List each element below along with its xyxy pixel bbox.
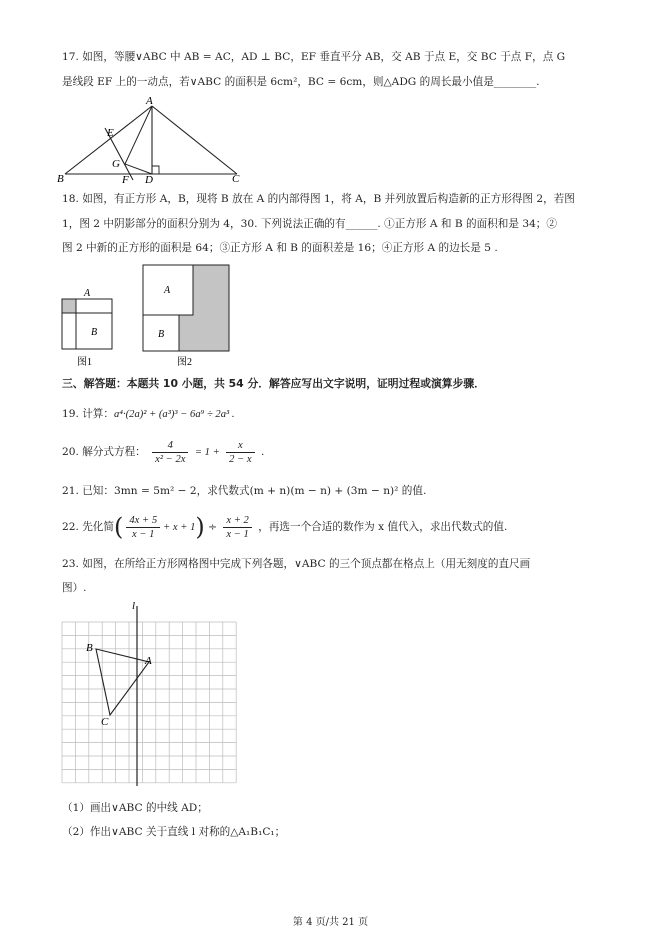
q21: 21. 已知：3mn = 5m² − 2，求代数式(m + n)(m − n) + (3m − n)² 的值.	[62, 485, 427, 497]
q20-rhs-den: 2 − x	[229, 453, 252, 465]
label-A: A	[146, 95, 153, 107]
label-l: l	[132, 600, 136, 612]
label-G: G	[112, 158, 120, 170]
q23-label-A: A	[145, 655, 152, 667]
q20-end: .	[260, 446, 265, 458]
fig2-label-A: A	[164, 285, 171, 296]
q20	[62, 438, 264, 467]
q17-line2: 是线段 EF 上的一动点，若∨ABC 的面积是 6cm²，BC = 6cm，则△ADG 的周长最小值是________.	[62, 76, 540, 88]
q23-line2: 图）.	[62, 582, 87, 594]
triangle-ABC	[96, 649, 149, 715]
section-3-title: 三、解答题：本题共 10 小题，共 54 分．解答应写出文字说明，证明过程或演算步骤．	[62, 377, 485, 390]
q23-sub1: （1）画出∨ABC 的中线 AD；	[62, 802, 208, 814]
q23-label-B: B	[86, 642, 93, 654]
q22-f2-num: x + 2	[223, 514, 251, 528]
q18-line1: 18. 如图，有正方形 A，B，现将 B 放在 A 的内部得图 1，将 A，B 并列放置后构造新的正方形得图 2，若图	[62, 193, 575, 205]
fig2-label-B: B	[158, 329, 165, 340]
q20-lhs-den: x² − 2x	[155, 453, 186, 465]
q22-suffix: ，再选一个合适的数作为 x 值代入，求出代数式的值.	[258, 521, 508, 533]
fig1-label-B: B	[91, 327, 98, 338]
fig1-caption: 图1	[77, 357, 92, 368]
q23-label-C: C	[101, 716, 109, 728]
label-B: B	[57, 173, 64, 184]
q22-prefix: 22. 先化简	[62, 521, 114, 533]
q22-plus: + x + 1	[163, 522, 196, 533]
q22-div: ÷	[208, 521, 218, 533]
q23-line1: 23. 如图，在所给正方形网格图中完成下列各题，∨ABC 的三个顶点都在格点上（用无刻度的直尺画	[62, 558, 531, 570]
q19-expr: a⁴·(2a)² + (a³)³ − 6a⁹ ÷ 2a³ .	[114, 409, 235, 420]
label-C: C	[232, 173, 240, 184]
label-D: D	[145, 174, 153, 184]
q19	[62, 407, 235, 422]
fig1-label-A: A	[84, 288, 91, 299]
q18-line2: 1，图 2 中阴影部分的面积分别为 4，30. 下列说法正确的有______. ①正方形 A 和 B 的面积和是 34；②	[62, 218, 557, 230]
q23-sub2: （2）作出∨ABC 关于直线 l 对称的△A₁B₁C₁；	[62, 826, 286, 838]
q22-f2-den: x − 1	[226, 528, 249, 540]
q17-figure	[55, 92, 255, 184]
label-E: E	[107, 127, 114, 139]
q20-rhs-num: x	[226, 439, 254, 453]
page-footer: 第 4 页/共 21 页	[292, 917, 369, 928]
q17-line1: 17. 如图，等腰∨ABC 中 AB = AC，AD ⊥ BC，EF 垂直平分 AB，交 AB 于点 E，交 BC 于点 F，点 G	[62, 51, 566, 63]
q22: 22. 先化简( $\frac{4x + 5}{x - 1}$ + x + 1) ÷ $\frac{x + 2}{x - 1}$ ，再选一个合适的数作为 x 值代入，求出代数式的值.	[62, 513, 508, 541]
q18-line3: 图 2 中新的正方形的面积是 64；③正方形 A 和 B 的面积差是 16；④正方形 A 的边长是 5 .	[62, 242, 498, 254]
q23-grid-figure	[55, 600, 255, 795]
q19-prefix: 19. 计算：	[62, 408, 114, 420]
label-F: F	[122, 174, 129, 184]
fig2-caption: 图2	[177, 357, 192, 368]
q18-figures	[55, 262, 245, 370]
q20-prefix: 20. 解分式方程：	[62, 446, 146, 458]
q20-lhs-num: 4	[152, 439, 188, 453]
q20-eq: = 1 +	[194, 447, 220, 458]
q22-f1-den: x − 1	[132, 528, 155, 540]
q22-f1-num: 4x + 5	[126, 514, 160, 528]
